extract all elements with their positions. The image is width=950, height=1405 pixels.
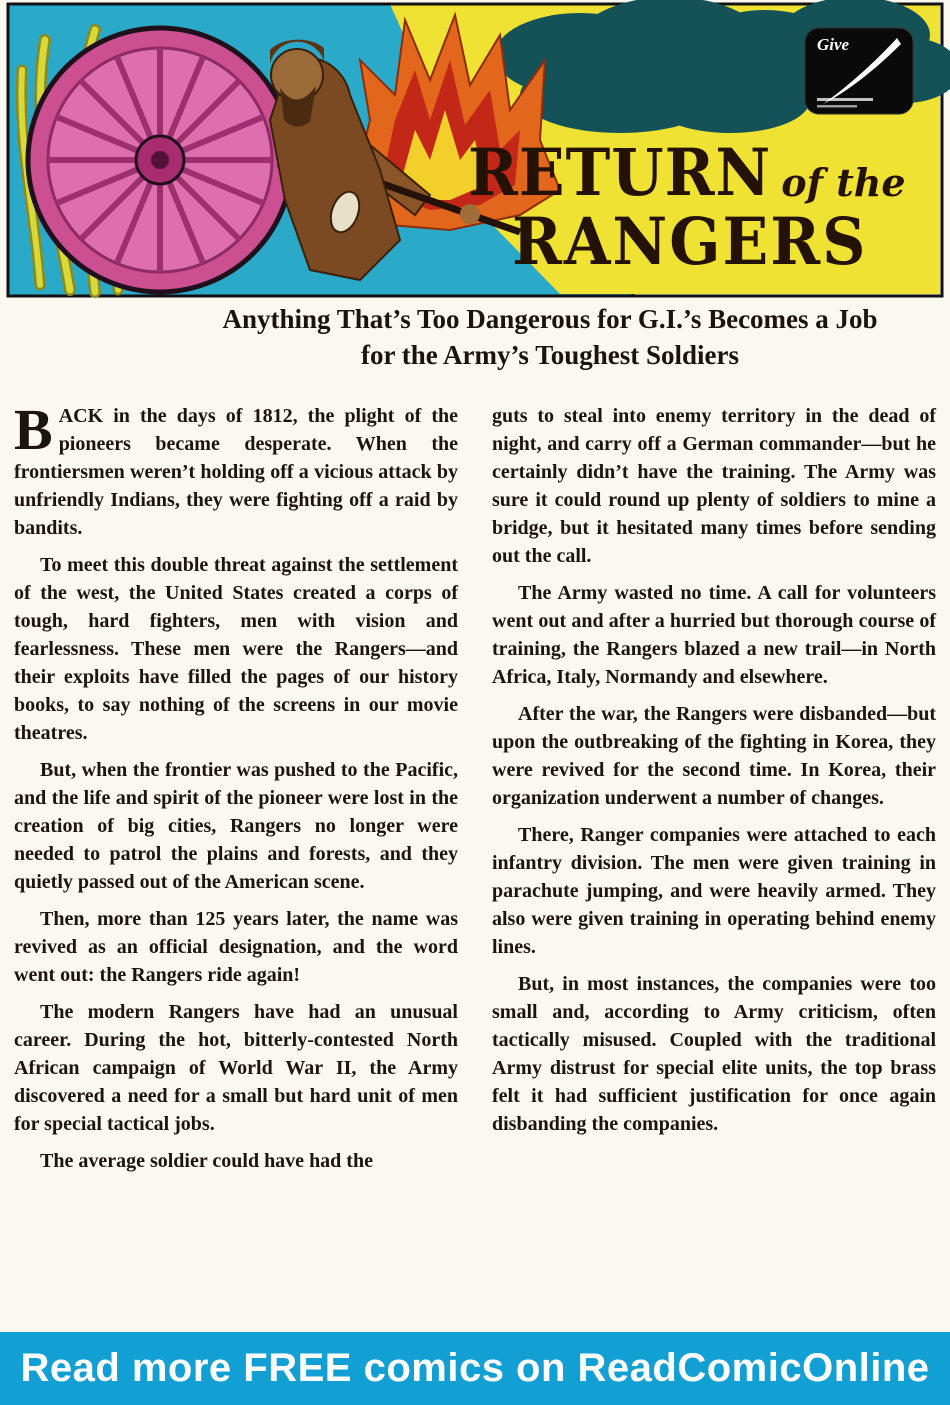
give-badge (805, 28, 913, 114)
subtitle-line-2: for the Army’s Toughest Soldiers (360, 339, 740, 370)
drop-cap: B (14, 397, 53, 462)
subtitle-line-1: Anything That’s Too Dangerous for G.I.’s Becomes a Job (222, 304, 878, 334)
comic-title (468, 135, 938, 281)
opening-paragraph-text: ACK in the days of 1812, the plight of the pioneers became desperate. When the frontiersmen weren’t holding off a vicious attack by unfriendly Indians, they were fighting off a raid by bandits. (14, 405, 458, 539)
title-rangers: RANGERS (512, 204, 868, 281)
paragraph: The average soldier could have had the (40, 1150, 373, 1172)
right-column (492, 402, 936, 1184)
paragraph: But, in most instances, the companies were too small and, according to Army criticism, often tactically misused. Coupled with the traditional Army distrust for special elite units, the top brass felt it had sufficient justification for once again disbanding the companies. (492, 973, 936, 1135)
site-banner-text: Read more FREE comics on ReadComicOnline (20, 1346, 930, 1390)
paragraph: Then, more than 125 years later, the name was revived as an official designation, and the word went out: the Rangers ride again! (14, 908, 458, 986)
paragraph: There, Ranger companies were attached to each infantry division. The men were given training in parachute jumping, and were heavily armed. They also were given training in operating behind enemy lines. (492, 824, 936, 958)
title-of-the: of the (781, 160, 906, 205)
opening-paragraph (14, 397, 458, 542)
paragraph: After the war, the Rangers were disbanded—but upon the outbreaking of the fighting in Korea, they were revived for the second time. In Korea, their organization underwent a number of changes. (492, 703, 936, 809)
paragraph: The Army wasted no time. A call for volunteers went out and after a hurried but thorough course of training, the Rangers blazed a new trail—in North Africa, Italy, Normandy and elsewhere. (492, 582, 936, 688)
title-return: RETURN (468, 135, 772, 212)
paragraph: guts to steal into enemy territory in the dead of night, and carry off a German commander—but he certainly didn’t have the training. The Army was sure it could round up plenty of soldiers to mine a bridge, but it hesitated many times before sending out the call. (492, 405, 936, 567)
head (271, 49, 323, 101)
give-badge-label: Give (817, 35, 850, 54)
paragraph: But, when the frontier was pushed to the Pacific, and the life and spirit of the pioneer were lost in the creation of big cities, Rangers no longer were needed to patrol the plains and forests, and they quietly passed out of the American scene. (14, 759, 458, 893)
wagon-wheel (28, 28, 292, 292)
story-body (14, 397, 936, 1184)
paragraph: The modern Rangers have had an unusual career. During the hot, bitterly-contested North African campaign of World War II, the Army discovered a need for a small but hard unit of men for special tactical jobs. (14, 1001, 458, 1135)
header-illustration (0, 0, 950, 300)
story-subtitle (150, 302, 950, 373)
site-banner[interactable] (0, 1332, 950, 1405)
left-column (14, 397, 458, 1184)
paragraph: To meet this double threat against the settlement of the west, the United States created a corps of tough, hard fighters, men with vision and fearlessness. These men were the Rangers—and their exploits have filled the pages of our history books, to say nothing of the screens in our movie theatres. (14, 554, 458, 744)
